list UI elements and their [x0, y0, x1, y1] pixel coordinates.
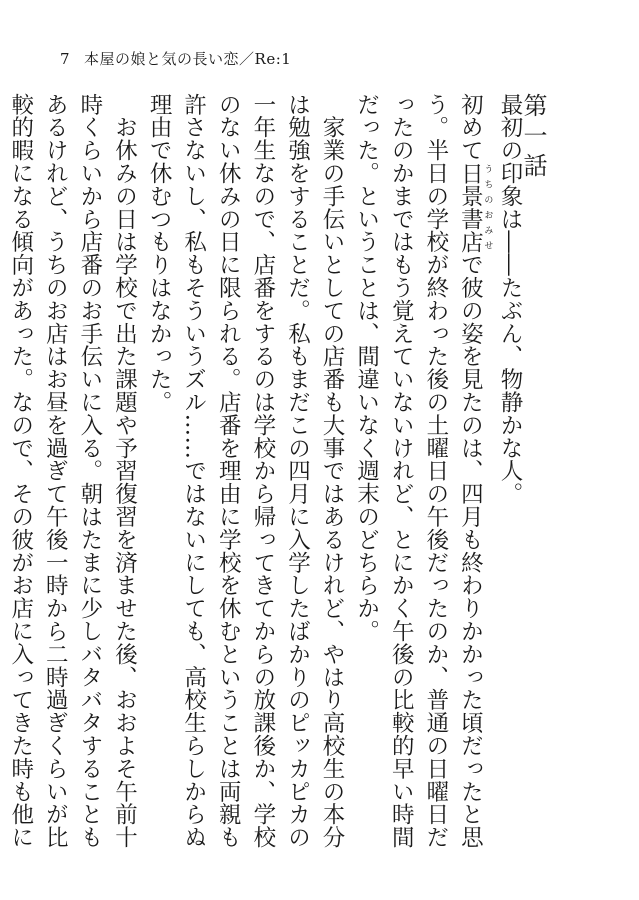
ruby-base: 日景書店	[457, 161, 484, 254]
chapter-title: 第一話	[519, 93, 547, 183]
ruby-reading: うちのおみせ	[482, 161, 493, 254]
page-number: 7	[60, 50, 71, 68]
paragraph-2	[349, 93, 492, 863]
body-text	[7, 93, 527, 863]
running-header	[60, 48, 291, 69]
paragraph-3	[141, 93, 349, 863]
book-title: 本屋の娘と気の長い恋／Re:1	[84, 50, 292, 68]
paragraph-3-text: 家業の手伝いとしての店番も大事ではあるけれど、やはり高校生の本分は勉強をすることだ。私もまだこの四月に入学したばかりのピッカピカの一年生なので、店番をするのは学校から帰ってきてからの放課後か、学校のない休みの日に限られる。店番を理由に学校を休むということは両親も許さないし、私もそういうズル……ではないにしても、高校生らしからぬ理由で休むつもりはなかった。	[146, 93, 346, 849]
paragraph-1: 最初の印象は――たぶん、物静かな人。	[497, 93, 523, 506]
paragraph-4-text: お休みの日は学校で出た課題や予習復習を済ませた後、おおよそ午前十時くらいから店番のお手伝いに入る。朝はたまに少しバタバタすることもあるけれど、うちのお店はお昼を過ぎて午後一時から二時過ぎくらいが比較的暇になる傾向があった。なので、その彼がお店に入ってきた時も他に	[7, 93, 138, 849]
paragraph-2-rest: で彼の姿を見たのは、四月も終わりかかった頃だったと思う。半日の学校が終わった後の土曜日の午後だったのか、普通の日曜日だったのかまではもう覚えていないけれど、とにかく午後の比較的早い時間だった。ということは、間違いなく週末のどちらか。	[353, 93, 484, 849]
ruby-bookstore-name	[457, 161, 493, 254]
paragraph-4	[0, 93, 141, 863]
paragraph-2-start: 初めて	[457, 93, 484, 162]
